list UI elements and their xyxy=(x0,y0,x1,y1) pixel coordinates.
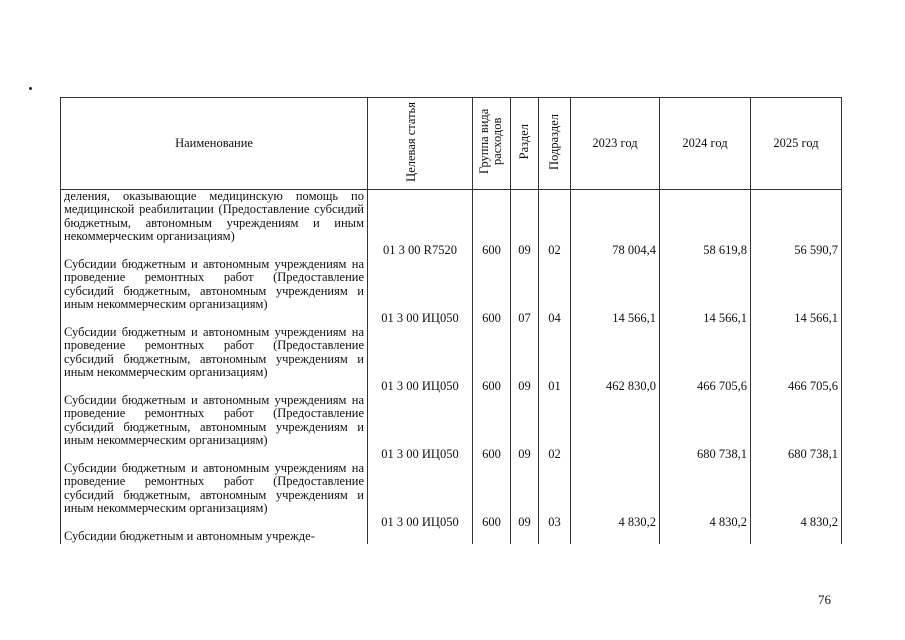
row-article: 01 3 00 ИЦ050 xyxy=(368,394,473,462)
row-2023: 4 830,2 xyxy=(571,462,660,530)
header-2024: 2024 год xyxy=(660,98,751,190)
table-row xyxy=(61,530,842,544)
row-name: деления, оказывающие медицинскую помощь по медицинской реабилитации (Предоставление субсидий бюджетным, автономным учреждениям и иным некоммерческим организациям) xyxy=(61,189,368,258)
row-2025 xyxy=(751,530,842,544)
row-name: Субсидии бюджетным и автономным учреждениям на проведение ремонтных работ (Предоставление субсидий бюджетным, автономным учреждениям и иным некоммерческим организациям) xyxy=(61,394,368,462)
row-2024 xyxy=(660,530,751,544)
header-subsection: Подраздел xyxy=(539,98,571,190)
row-subsection: 04 xyxy=(539,258,571,326)
row-2025: 56 590,7 xyxy=(751,189,842,258)
row-section: 07 xyxy=(511,258,539,326)
row-2025: 466 705,6 xyxy=(751,326,842,394)
row-section: 09 xyxy=(511,326,539,394)
row-section xyxy=(511,530,539,544)
row-2023: 78 004,4 xyxy=(571,189,660,258)
row-group: 600 xyxy=(473,462,511,530)
row-name: Субсидии бюджетным и автономным учрежде- xyxy=(61,530,368,544)
row-group: 600 xyxy=(473,326,511,394)
row-2025: 14 566,1 xyxy=(751,258,842,326)
row-name: Субсидии бюджетным и автономным учреждениям на проведение ремонтных работ (Предоставление субсидий бюджетным, автономным учреждениям и иным некоммерческим организациям) xyxy=(61,326,368,394)
row-article: 01 3 00 ИЦ050 xyxy=(368,258,473,326)
row-2023: 14 566,1 xyxy=(571,258,660,326)
row-article xyxy=(368,530,473,544)
row-subsection: 02 xyxy=(539,189,571,258)
row-name: Субсидии бюджетным и автономным учреждениям на проведение ремонтных работ (Предоставление субсидий бюджетным, автономным учреждениям и иным некоммерческим организациям) xyxy=(61,258,368,326)
row-subsection: 03 xyxy=(539,462,571,530)
table-row xyxy=(61,394,842,462)
header-2025: 2025 год xyxy=(751,98,842,190)
row-article: 01 3 00 R7520 xyxy=(368,189,473,258)
row-2024: 58 619,8 xyxy=(660,189,751,258)
row-2024: 4 830,2 xyxy=(660,462,751,530)
table-row xyxy=(61,189,842,258)
header-2023: 2023 год xyxy=(571,98,660,190)
header-expense-group: Группа вида расходов xyxy=(473,98,511,190)
budget-table xyxy=(60,97,842,544)
page-number: 76 xyxy=(818,592,831,607)
row-section: 09 xyxy=(511,462,539,530)
row-article: 01 3 00 ИЦ050 xyxy=(368,462,473,530)
row-section: 09 xyxy=(511,394,539,462)
row-article: 01 3 00 ИЦ050 xyxy=(368,326,473,394)
header-section: Раздел xyxy=(511,98,539,190)
row-name: Субсидии бюджетным и автономным учреждениям на проведение ремонтных работ (Предоставление субсидий бюджетным, автономным учреждениям и иным некоммерческим организациям) xyxy=(61,462,368,530)
table-header-row xyxy=(61,98,842,190)
row-group: 600 xyxy=(473,394,511,462)
row-2024: 466 705,6 xyxy=(660,326,751,394)
row-group: 600 xyxy=(473,189,511,258)
row-2023: 462 830,0 xyxy=(571,326,660,394)
row-2024: 14 566,1 xyxy=(660,258,751,326)
row-2023 xyxy=(571,530,660,544)
row-2025: 4 830,2 xyxy=(751,462,842,530)
header-target-article: Целевая статья xyxy=(368,98,473,190)
row-2025: 680 738,1 xyxy=(751,394,842,462)
row-group xyxy=(473,530,511,544)
header-name: Наименование xyxy=(61,98,368,190)
row-section: 09 xyxy=(511,189,539,258)
row-subsection: 02 xyxy=(539,394,571,462)
scan-dot xyxy=(29,87,32,90)
table-row xyxy=(61,326,842,394)
table-row xyxy=(61,462,842,530)
table-row xyxy=(61,258,842,326)
row-2023 xyxy=(571,394,660,462)
row-subsection xyxy=(539,530,571,544)
row-2024: 680 738,1 xyxy=(660,394,751,462)
row-group: 600 xyxy=(473,258,511,326)
row-subsection: 01 xyxy=(539,326,571,394)
